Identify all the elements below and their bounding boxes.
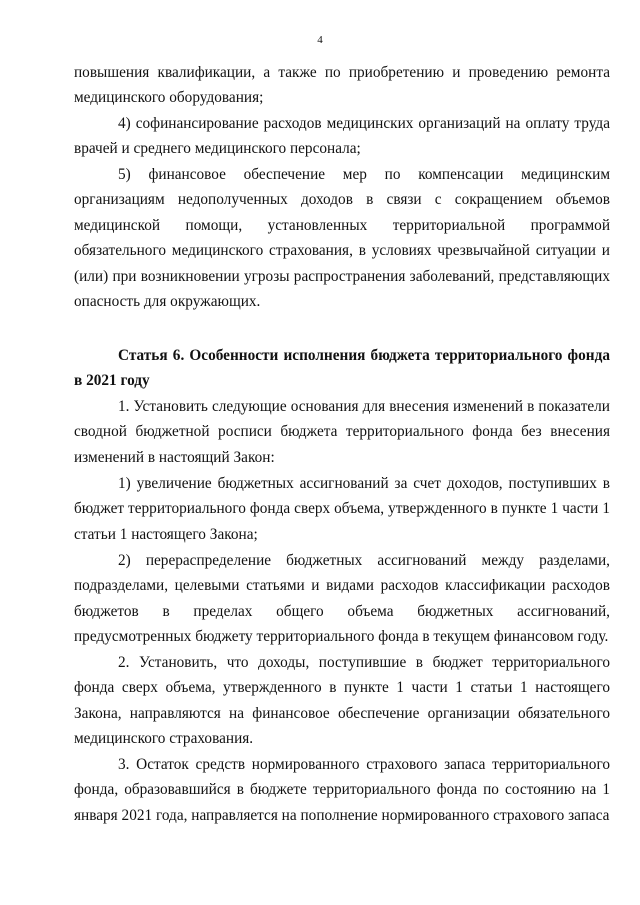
page-number: 4 [317,34,323,46]
paragraph-clause-3: 3. Остаток средств нормированного страхового запаса территориального фонда, образовавшийся в бюджете территориального фонда по состоянию на 1 января 2021 года, направляется на пополнение нормированного страхового запаса [74,756,610,824]
paragraph-subitem-1: 1) увеличение бюджетных ассигнований за счет доходов, поступивших в бюджет территориального фонда сверх объема, утвержденного в пункте 1 части 1 статьи 1 настоящего Закона; [74,475,610,543]
paragraph-subitem-2: 2) перераспределение бюджетных ассигнований между разделами, подразделами, целевыми статьями и видами расходов классификации расходов бюджетов в пределах общего объема бюджетных ассигнований, предусмотренных бюджету территориального фонда в текущем финансовом году. [74,552,610,646]
article-heading: Статья 6. Особенности исполнения бюджета территориального фонда в 2021 году [74,347,610,390]
paragraph-item-5: 5) финансовое обеспечение мер по компенсации медицинским организациям недополученных доходов в связи с сокращением объемов медицинской помощи, установленных территориальной программой обязательного медицинского страхования, в условиях чрезвычайной ситуации и (или) при возникновении угрозы распространения заболеваний, представляющих опасность для окружающих. [74,166,610,311]
paragraph-item-4: 4) софинансирование расходов медицинских организаций на оплату труда врачей и среднего медицинского персонала; [74,115,610,158]
paragraph-clause-1: 1. Установить следующие основания для внесения изменений в показатели сводной бюджетной росписи бюджета территориального фонда без внесения изменений в настоящий Закон: [74,398,610,466]
paragraph-continuation: повышения квалификации, а также по приобретению и проведению ремонта медицинского оборудования; [74,64,610,107]
paragraph-clause-2: 2. Установить, что доходы, поступившие в бюджет территориального фонда сверх объема, утвержденного в пункте 1 части 1 статьи 1 настоящего Закона, направляются на финансовое обеспечение организации обязательного медицинского страхования. [74,654,610,748]
